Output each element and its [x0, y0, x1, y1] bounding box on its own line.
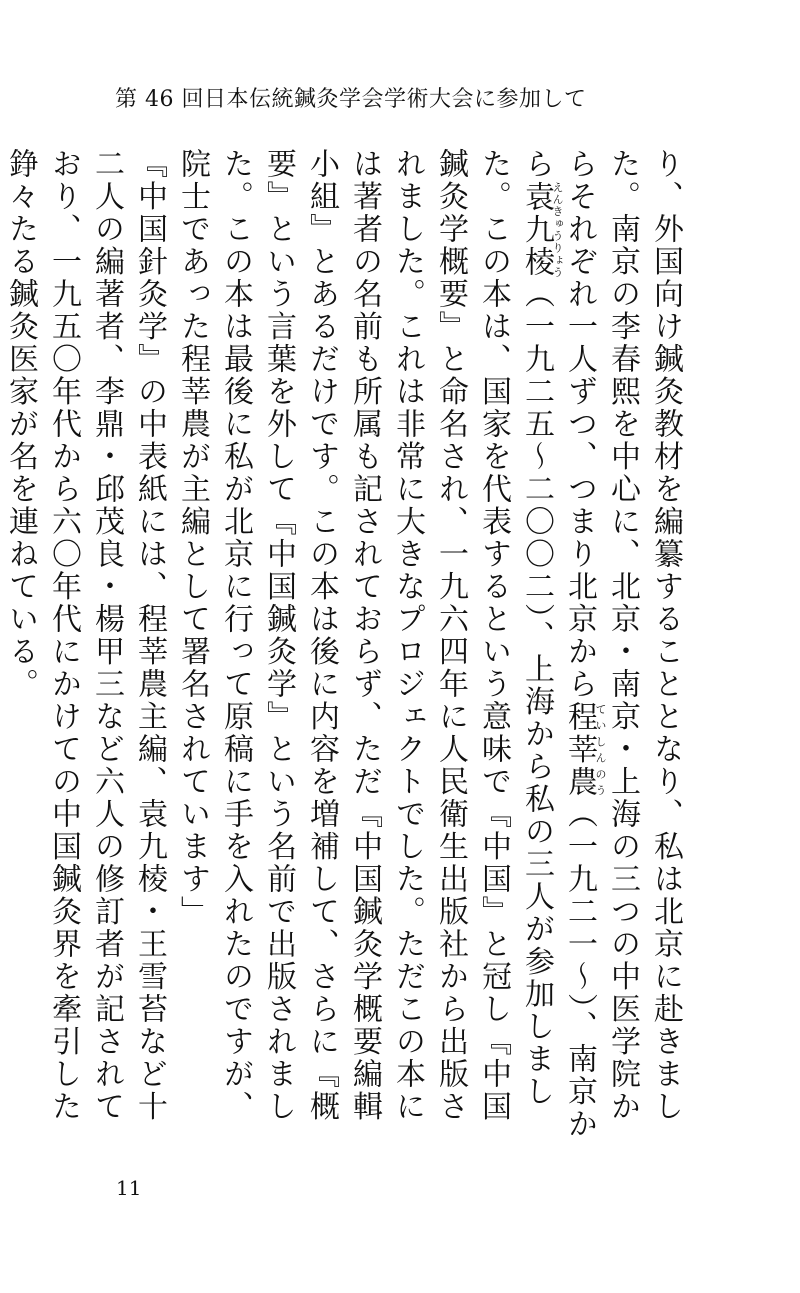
- p1-text-1: り、外国向け鍼灸教材を編纂することとなり、私は北京に赴きました。南京の李春熙を中心に、北京・南京・上海の三つの中医学院からそれぞれ一人ずつ、つまり北京から: [562, 148, 683, 1123]
- running-head: 第 46 回日本伝統鍼灸学会学術大会に参加して: [115, 87, 587, 112]
- ruby-annotation: [519, 180, 564, 279]
- p2-text: 『中国針灸学』の中表紙には、程莘農主編、袁九棱・王雪苔など十二人の編著者、李鼎・邱茂良・楊甲三など六人の修訂者が記されており、一九五〇年代から六〇年代にかけての中国鍼灸界を牽引した錚々たる鍼灸医家が名を連ねている。: [3, 148, 167, 1123]
- ruby-base: 程莘農: [562, 700, 597, 798]
- ruby-reading: ていしんのう: [594, 700, 607, 798]
- paragraph-1: [171, 148, 687, 1148]
- ruby-reading: えんきゅうりょう: [551, 180, 564, 278]
- page-number: 11: [116, 1176, 142, 1200]
- p1-text-3: （一九二五〜二〇〇二）、上海から私の三人が参加しました。この本は、国家を代表するという意味で『中国』と冠し『中国鍼灸学概要』と命名され、一九六四年に人民衛生出版社から出版されました。これは非常に大きなプロジェクトでした。ただこの本には著者の名前も所属も記されておらず、ただ『中国鍼灸学概要編輯小組』とあるだけです。この本は後に内容を増補して、さらに『概要』という言葉を外して『中国鍼灸学』という名前で出版されました。この本は最後に私が北京に行って原稿に手を入れたのですが、院士であった程莘農が主編として署名されています」: [175, 148, 554, 1123]
- p1-text-2: （一九二一〜）、南京から: [519, 148, 597, 1141]
- ruby-annotation: [562, 700, 607, 799]
- body-text: [3, 148, 687, 1148]
- ruby-base: 袁九棱: [519, 180, 554, 278]
- paragraph-2: [0, 148, 171, 1148]
